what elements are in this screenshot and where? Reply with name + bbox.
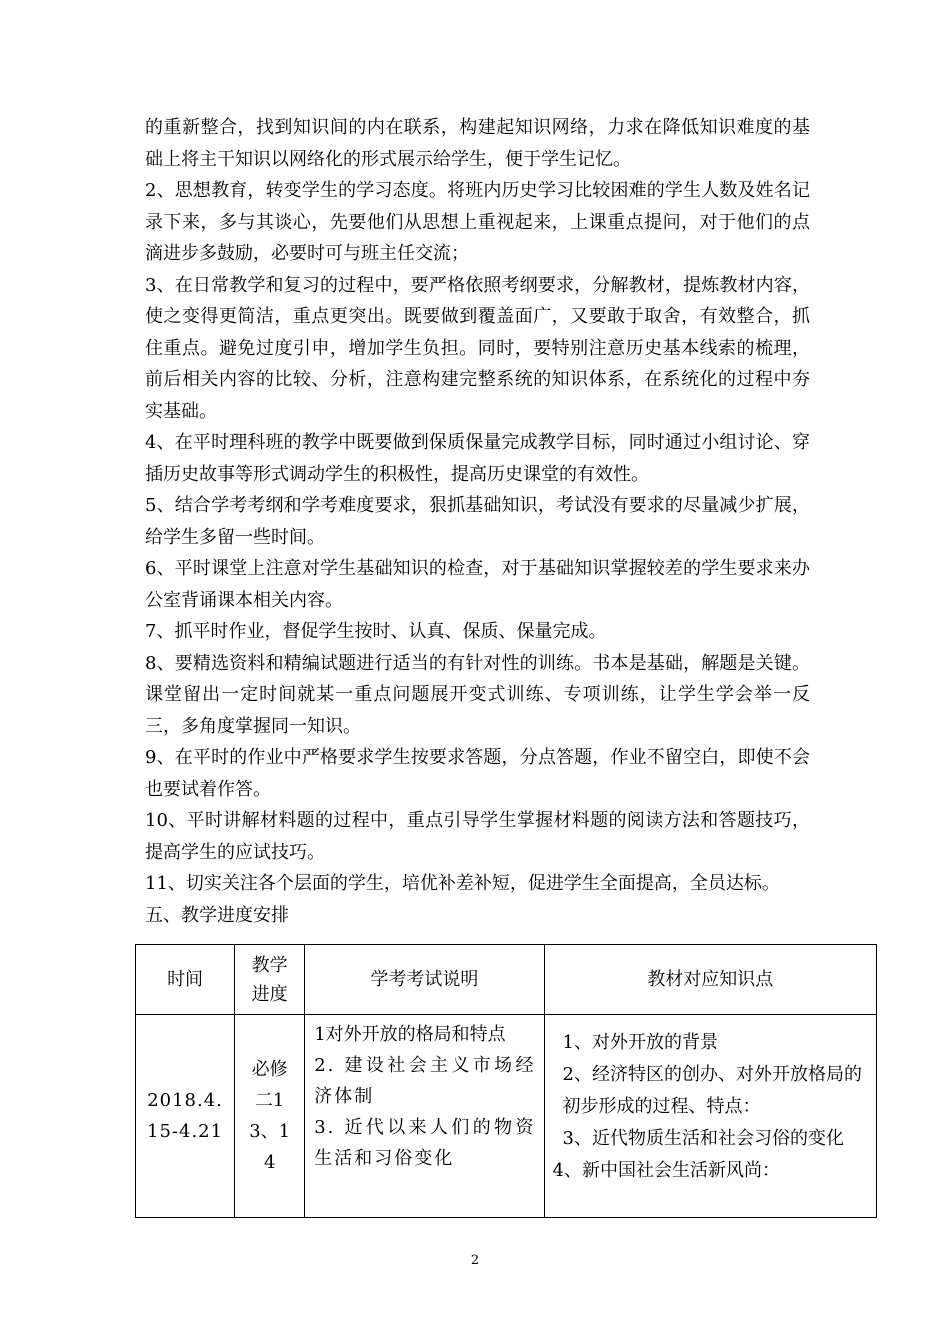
table-header-row (136, 945, 877, 1015)
header-progress (235, 945, 305, 1015)
paragraph: 2、思想教育，转变学生的学习态度。将班内历史学习比较困难的学生人数及姓名记录下来，多与其谈心，先要他们从思想上重视起来，上课重点提问，对于他们的点滴进步多鼓励，必要时可与班主任交流； (145, 180, 810, 264)
paragraph: 的重新整合，找到知识间的内在联系，构建起知识网络，力求在降低知识难度的基础上将主干知识以网络化的形式展示给学生，便于学生记忆。 (145, 117, 810, 170)
header-exam-notes: 学考考试说明 (305, 945, 544, 1015)
paragraph: 3、在日常教学和复习的过程中，要严格依照考纲要求，分解教材，提炼教材内容，使之变得更简洁，重点更突出。既要做到覆盖面广，又要敢于取舍，有效整合，抓住重点。避免过度引申，增加学生负担。同时，要特别注意历史基本线索的梳理，前后相关内容的比较、分析，注意构建完整系统的知识体系，在系统化的过程中夯实基础。 (145, 274, 810, 422)
table-row (136, 1015, 877, 1218)
header-progress-label: 教学进度 (251, 954, 288, 1005)
exam-item: 1对外开放的格局和特点 (314, 1024, 506, 1045)
cell-time (136, 1015, 235, 1218)
cell-knowledge-points (544, 1015, 876, 1218)
paragraph: 9、在平时的作业中严格要求学生按要求答题，分点答题，作业不留空白，即使不会也要试着作答。 (145, 747, 810, 800)
cell-progress (235, 1015, 305, 1218)
paragraph: 11、切实关注各个层面的学生，培优补差补短，促进学生全面提高，全员达标。 (145, 873, 780, 894)
exam-item: 2. 建设社会主义市场经济体制 (314, 1055, 536, 1107)
cell-progress-value: 必修二13、14 (249, 1059, 291, 1173)
paragraph: 5、结合学考考纲和学考难度要求，狠抓基础知识，考试没有要求的尽量减少扩展，给学生多留一些时间。 (145, 495, 810, 548)
body-text (145, 112, 810, 931)
exam-item: 3. 近代以来人们的物资生活和习俗变化 (314, 1117, 536, 1169)
knowledge-item: 2、经济特区的创办、对外开放格局的初步形成的过程、特点： (562, 1064, 862, 1117)
section-heading: 五、教学进度安排 (145, 904, 289, 926)
cell-exam-notes (305, 1015, 544, 1218)
knowledge-item: 4、新中国社会生活新风尚： (552, 1160, 780, 1181)
header-time: 时间 (136, 945, 235, 1015)
paragraph: 6、平时课堂上注意对学生基础知识的检查，对于基础知识掌握较差的学生要求来办公室背诵课本相关内容。 (145, 558, 810, 611)
page-number: 2 (470, 1253, 480, 1268)
paragraph: 4、在平时理科班的教学中既要做到保质保量完成教学目标，同时通过小组讨论、穿插历史故事等形式调动学生的积极性，提高历史课堂的有效性。 (145, 432, 810, 485)
paragraph: 7、抓平时作业，督促学生按时、认真、保质、保量完成。 (145, 621, 607, 642)
schedule-table (135, 944, 877, 1218)
cell-time-value: 2018.4.15-4.21 (147, 1090, 224, 1142)
knowledge-item: 1、对外开放的背景 (562, 1032, 718, 1053)
paragraph: 10、平时讲解材料题的过程中，重点引导学生掌握材料题的阅读方法和答题技巧，提高学生的应试技巧。 (145, 810, 810, 863)
paragraph: 8、要精选资料和精编试题进行适当的有针对性的训练。书本是基础，解题是关键。课堂留出一定时间就某一重点问题展开变式训练、专项训练，让学生学会举一反三，多角度掌握同一知识。 (145, 652, 810, 737)
header-knowledge-points: 教材对应知识点 (544, 945, 876, 1015)
knowledge-item: 3、近代物质生活和社会习俗的变化 (562, 1128, 844, 1149)
